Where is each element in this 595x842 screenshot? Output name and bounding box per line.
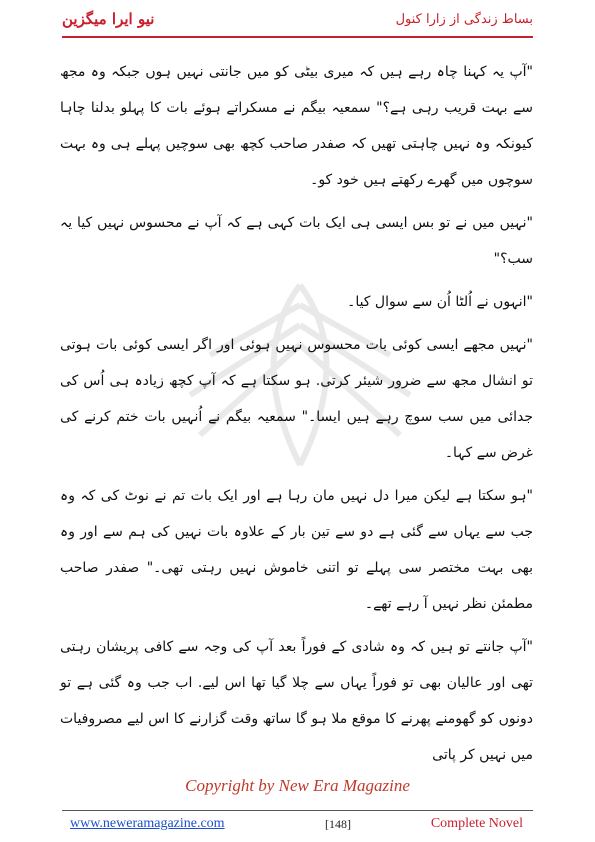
copyright-notice: Copyright by New Era Magazine [185, 776, 410, 795]
novel-title: بساط زندگی از زارا کنول [395, 12, 533, 27]
paragraph: "آپ یہ کہنا چاہ رہے ہیں کہ میری بیٹی کو میں جانتی نہیں ہوں جبکہ وہ مجھ سے بہت قریب رہی ہے؟" سمعیہ بیگم نے مسکراتے ہوئے بات کا پہلو بدلنا چاہا کیونکہ وہ نہیں چاہتی تھیں کہ صفدر صاحب کچھ بھی سوچیں پہلے ہی وہ بہت سوچوں میں گھرے رکھتے ہیں خود کو۔ [60, 64, 533, 188]
page-number: [148] [325, 817, 351, 831]
article-body [60, 54, 533, 780]
paragraph: "نہیں میں نے تو بس ایسی ہی ایک بات کہی ہے کہ آپ نے محسوس نہیں کیا یہ سب؟" [60, 215, 533, 267]
paragraph: "آپ جانتے تو ہیں کہ وہ شادی کے فوراً بعد آپ کی وجہ سے کافی پریشان رہتی تھی اور عالیان بھی تو فوراً یہاں سے چلا گیا تھا اس لیے. اب جب وہ گئی ہے تو دونوں کو گھومنے پھرنے کا موقع ملا ہو گا ساتھ وقت گزارنے کا اس لیے مصروفیات میں نہیں کر پاتی [60, 639, 533, 763]
paragraph: "انہوں نے اُلٹا اُن سے سوال کیا۔ [347, 294, 533, 310]
website-link[interactable]: www.neweramagazine.com [70, 816, 225, 831]
page-footer [70, 816, 533, 836]
complete-novel-label: Complete Novel [430, 816, 523, 831]
header-rule [62, 36, 533, 38]
paragraph: "نہیں مجھے ایسی کوئی بات محسوس نہیں ہوئی اور اگر ایسی کوئی بات ہوتی تو انشال مجھ سے ضرور شیئر کرتی. ہو سکتا ہے کہ آپ کچھ زیادہ ہی اُس کی جدائی میں سب سوچ رہے ہیں ایسا۔" سمعیہ بیگم نے اُنہیں بات ختم کرنے کی غرض سے کہا۔ [60, 337, 533, 461]
page-header [62, 6, 533, 34]
paragraph: "ہو سکتا ہے لیکن میرا دل نہیں مان رہا ہے اور ایک بات تم نے نوٹ کی کہ وہ جب سے یہاں سے گئی ہے دو سے تین بار کے علاوہ بات نہیں کی ہم سے اور وہ بھی بہت مختصر سی پہلے تو اتنی خاموش نہیں رہتی تھی۔" صفدر صاحب مطمئن نظر نہیں آ رہے تھے۔ [60, 488, 533, 612]
magazine-name: نیو ایرا میگزین [62, 10, 155, 28]
footer-rule [62, 810, 533, 811]
